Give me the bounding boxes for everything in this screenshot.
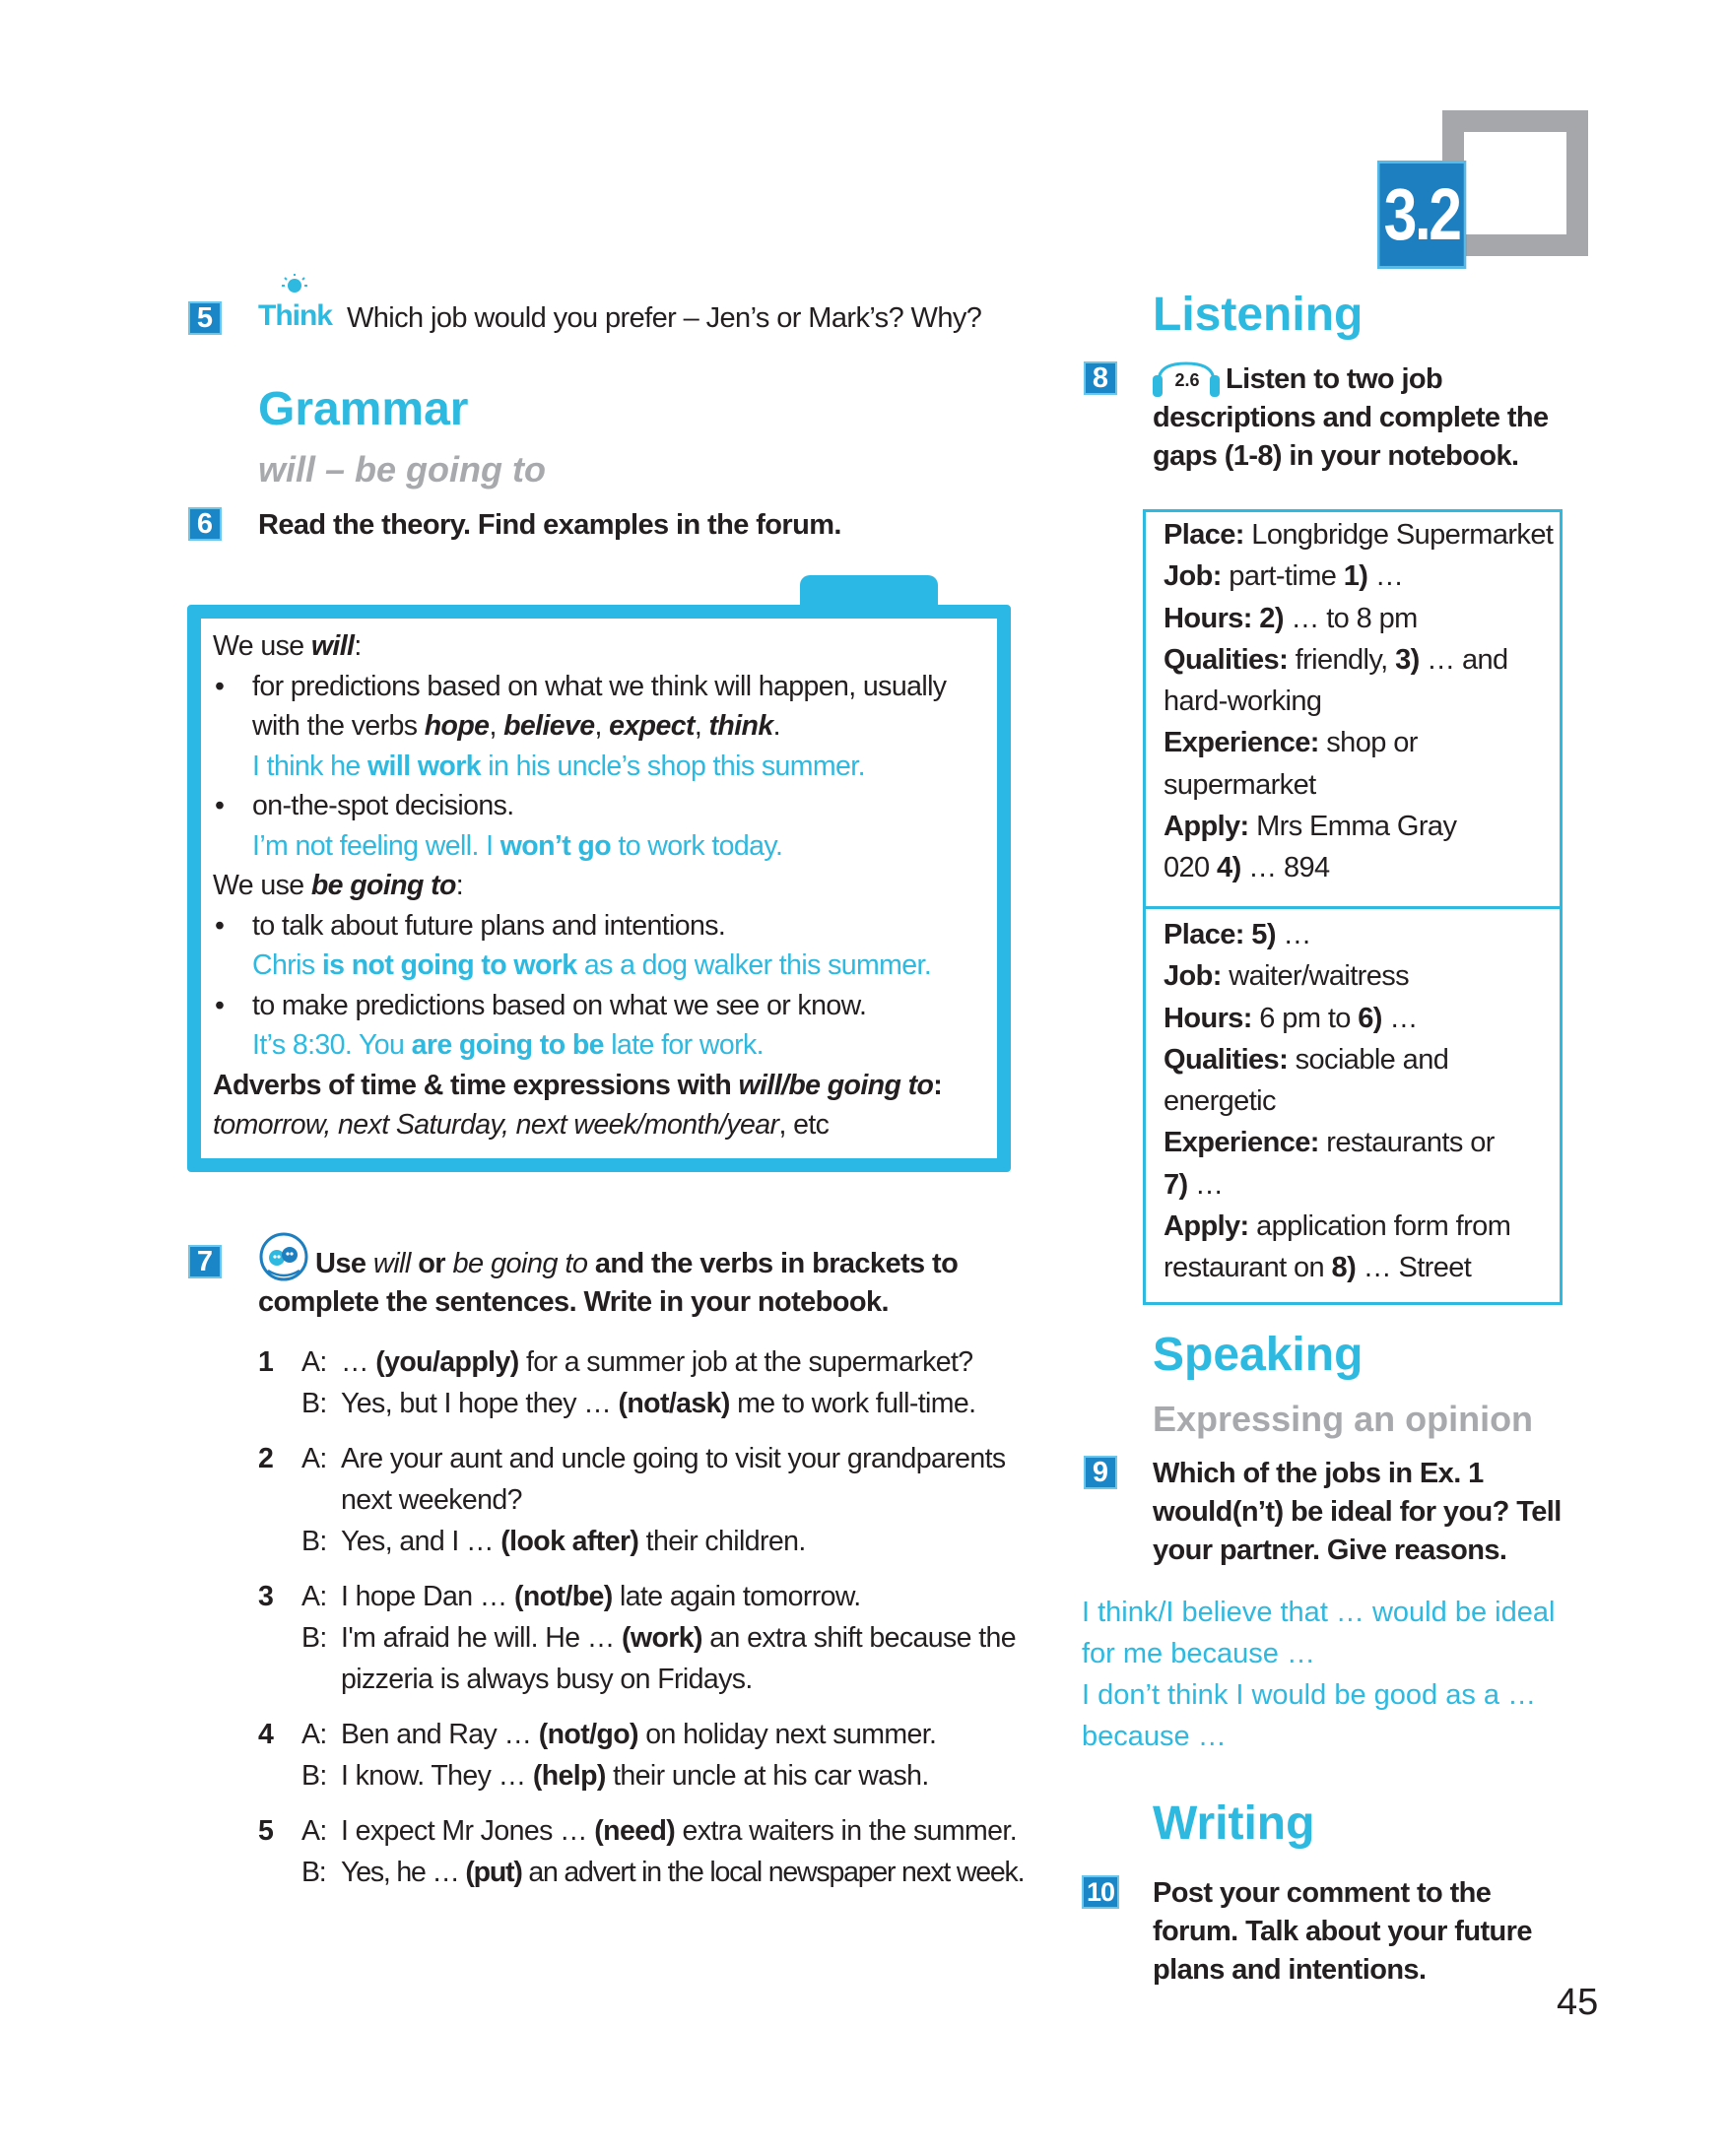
ex7-item-2-b: B: Yes, and I … (look after) their children. [301,1526,806,1557]
exercise-9-line2: would(n’t) be ideal for you? Tell [1153,1496,1562,1528]
exercise-10-number: 10 [1082,1875,1119,1909]
ex7-item-5-a: 5 A: I expect Mr Jones … (need) extra waiters in the summer. [258,1815,1018,1847]
grammar-subheading: will – be going to [258,449,546,490]
exercise-9-line1: Which of the jobs in Ex. 1 [1153,1458,1484,1489]
exercise-8-line3: gaps (1-8) in your notebook. [1153,440,1519,472]
ex7-item-4-a: 4 A: Ben and Ray … (not/go) on holiday next summer. [258,1719,937,1750]
ex7-item-2-a-line2: next weekend? [341,1484,522,1516]
opinion-phrase-3: I don’t think I would be good as a … [1082,1679,1537,1711]
exercise-10-line1: Post your comment to the [1153,1877,1492,1909]
exercise-7-items [258,1341,1027,1893]
think-label: Think [258,299,332,332]
job-1-experience-line2: supermarket [1164,768,1316,801]
opinion-phrase-4: because … [1082,1721,1227,1752]
exercise-5-text: Which job would you prefer – Jen’s or Mark’s? Why? [347,302,982,334]
ex7-item-3-b: B: I'm afraid he will. He … (work) an extra shift because the [301,1622,1017,1654]
will-example-1: I think he will work in his uncle’s shop this summer. [252,750,865,782]
going-to-intro: We use be going to: [213,870,464,901]
job-1-details [1164,514,1558,889]
ex7-item-3-a: 3 A: I hope Dan … (not/be) late again tomorrow. [258,1581,861,1612]
writing-heading: Writing [1153,1797,1315,1850]
job-2-apply-line2: restaurant on 8) … Street [1164,1252,1472,1284]
adverbs-list: tomorrow, next Saturday, next week/month/year, etc [213,1109,830,1141]
job-1-hours: Hours: 2) … to 8 pm [1164,602,1418,634]
will-bullet-verbs: with the verbs hope, believe, expect, think. [252,710,780,742]
speaking-heading: Speaking [1153,1329,1364,1381]
exercise-9-number: 9 [1084,1456,1117,1489]
going-bullet-predictions: • to make predictions based on what we see or know. [213,986,1001,1026]
job-2-apply: Apply: application form from [1164,1210,1511,1243]
going-bullet-plans: • to talk about future plans and intentions. [213,906,1001,947]
job-2-details [1164,914,1558,1289]
exercise-6-text: Read the theory. Find examples in the forum. [258,509,841,541]
will-bullet-decisions: • on-the-spot decisions. [213,786,1001,826]
exercise-7-instruction: Use will or be going to and the verbs in brackets to [315,1248,959,1279]
grammar-heading: Grammar [258,383,469,435]
exercise-10-line2: forum. Talk about your future [1153,1916,1532,1947]
job-2-qualities: Qualities: sociable and [1164,1043,1449,1076]
exercise-9-line3: your partner. Give reasons. [1153,1535,1507,1566]
will-bullet-predictions: • for predictions based on what we think will happen, usually [213,667,1001,707]
job-1-apply: Apply: Mrs Emma Gray [1164,811,1457,843]
ex7-item-2-a: 2 A: Are your aunt and uncle going to visit your grandparents [258,1443,1006,1474]
exercise-5-number: 5 [188,301,222,335]
ex7-item-4-b: B: I know. They … (help) their uncle at his car wash. [301,1760,929,1792]
job-2-experience-line2: 7) … [1164,1168,1224,1201]
ex7-item-1-b: B: Yes, but I hope they … (not/ask) me to work full-time. [301,1388,976,1419]
job-2-place: Place: 5) … [1164,919,1311,950]
exercise-6-number: 6 [188,507,222,541]
exercise-8-line2: descriptions and complete the [1153,402,1549,433]
page-number: 45 [1557,1982,1599,2023]
speaking-subheading: Expressing an opinion [1153,1399,1534,1439]
ex7-item-3-b-line2: pizzeria is always busy on Fridays. [341,1664,753,1695]
job-1-phone: 020 4) … 894 [1164,852,1330,884]
exercise-8-number: 8 [1084,361,1117,395]
will-intro: We use will: [213,630,362,662]
opinion-phrases [1082,1592,1574,1757]
exercise-8-line1: Listen to two job [1226,363,1443,395]
pair-work-icon [258,1231,309,1282]
job-2-hours: Hours: 6 pm to 6) … [1164,1002,1418,1034]
job-1-place: Place: Longbridge Supermarket [1164,519,1554,551]
ex7-item-1-a: 1 A: … (you/apply) for a summer job at the supermarket? [258,1346,973,1378]
theory-content [213,626,1001,1145]
exercise-10-line3: plans and intentions. [1153,1954,1427,1986]
audio-track-number: 2.6 [1174,370,1200,390]
job-1-job: Job: part-time 1) … [1164,560,1404,593]
job-2-experience: Experience: restaurants or [1164,1127,1495,1159]
listening-heading: Listening [1153,289,1364,341]
going-example-2: It’s 8:30. You are going to be late for work. [252,1029,764,1061]
badge-frame-inner [1464,132,1566,234]
job-descriptions-divider [1143,906,1563,909]
will-example-2: I’m not feeling well. I won’t go to work today. [252,829,783,862]
exercise-7-number: 7 [188,1245,222,1278]
ex7-item-5-b: B: Yes, he … (put) an advert in the local newspaper next week. [301,1857,1025,1888]
job-1-qualities: Qualities: friendly, 3) … and [1164,643,1508,676]
job-1-experience: Experience: shop or [1164,727,1418,759]
going-example-1: Chris is not going to work as a dog walker this summer. [252,949,932,981]
adverbs-heading: Adverbs of time & time expressions with will/be going to: [213,1069,943,1101]
opinion-phrase-1: I think/I believe that … would be ideal [1082,1597,1556,1628]
exercise-7-instruction-line2: complete the sentences. Write in your notebook. [258,1286,890,1318]
job-2-qualities-line2: energetic [1164,1085,1276,1118]
badge-square: 3.2 [1377,161,1466,269]
opinion-phrase-2: for me because … [1082,1638,1315,1669]
job-2-job: Job: waiter/waitress [1164,960,1410,993]
job-1-qualities-line2: hard-working [1164,686,1322,718]
